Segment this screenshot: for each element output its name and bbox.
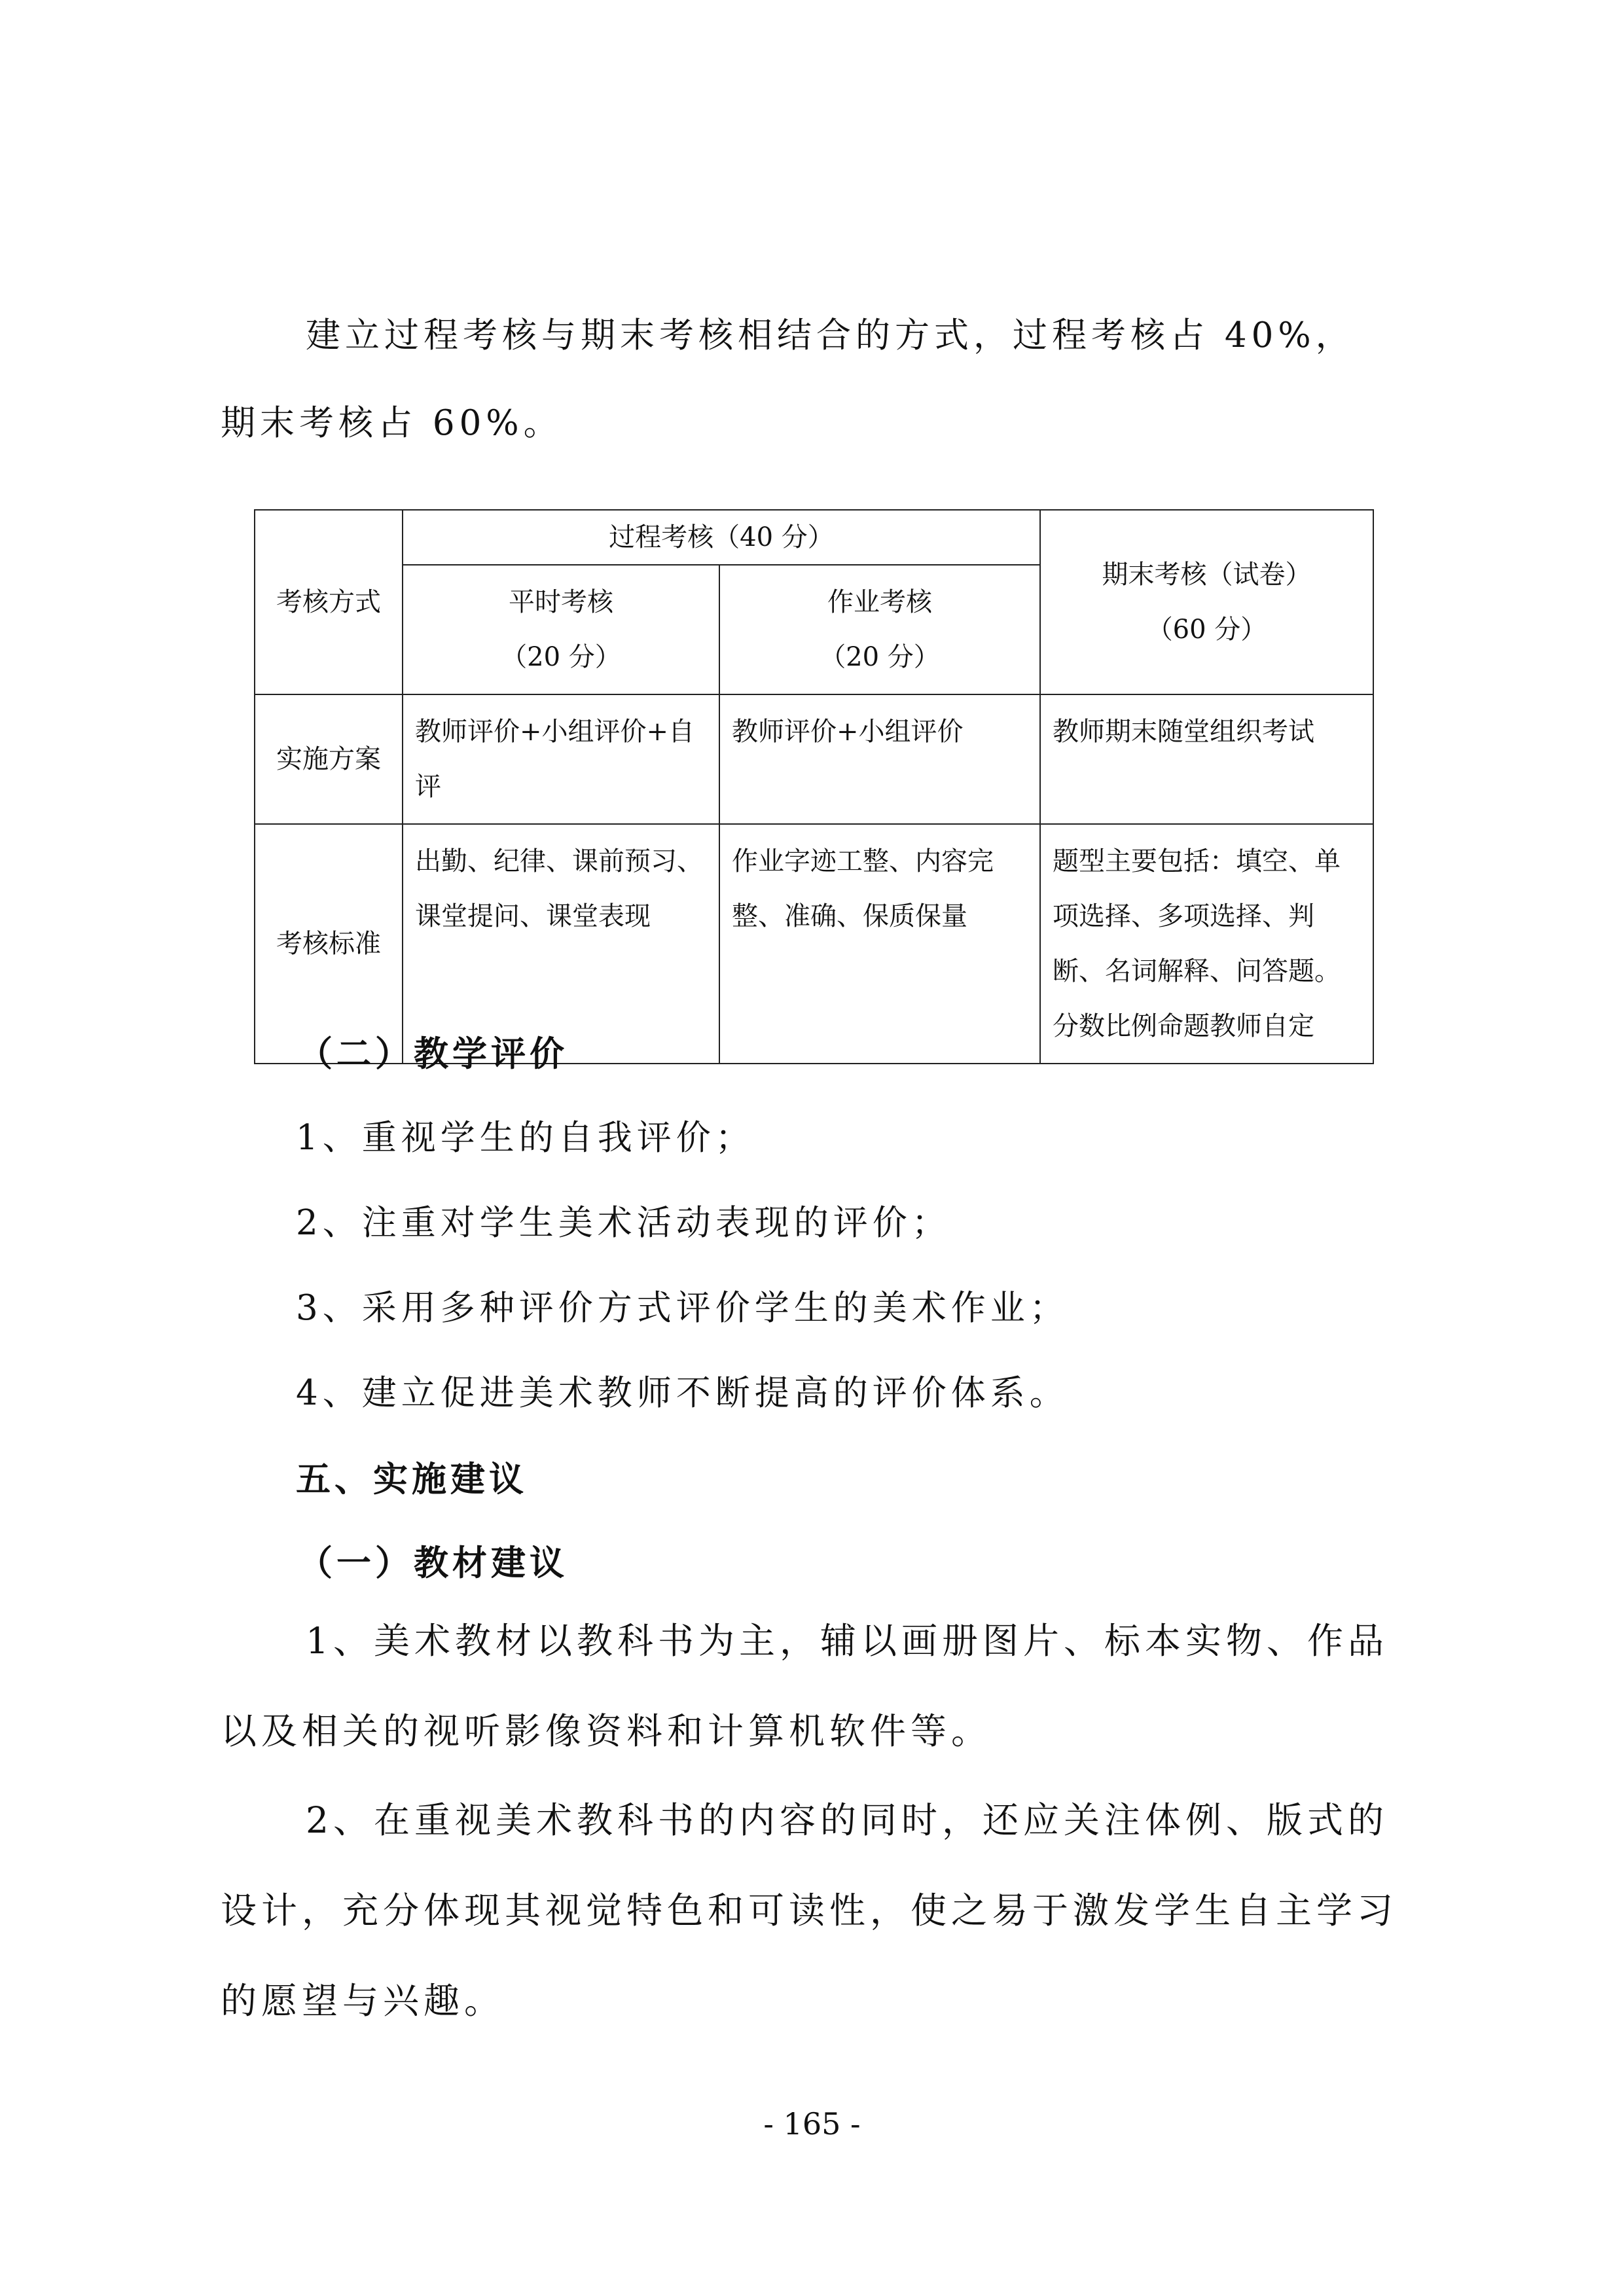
intro-line-1: 建立过程考核与期末考核相结合的方式，过程考核占 40%， <box>306 315 1355 355</box>
heading-textbook-suggestions: （一）教材建议 <box>298 1543 568 1583</box>
header-method: 考核方式 <box>255 510 403 694</box>
assessment-table <box>254 509 1374 1064</box>
eval-item-4: 4、建立促进美术教师不断提高的评价体系。 <box>296 1373 1069 1413</box>
intro-line-2: 期末考核占 60%。 <box>221 403 563 443</box>
page-number: - 165 - <box>763 2106 861 2142</box>
header-homework-score: （20 分） <box>820 642 940 672</box>
header-final-score: （60 分） <box>1146 615 1267 645</box>
eval-item-1: 1、重视学生的自我评价； <box>296 1118 755 1158</box>
header-daily <box>403 565 719 694</box>
table-row-plan <box>255 694 1373 824</box>
header-homework <box>719 565 1040 694</box>
header-daily-score: （20 分） <box>501 642 621 672</box>
header-daily-title: 平时考核 <box>509 587 613 617</box>
row-plan-label: 实施方案 <box>255 694 403 824</box>
heading-teaching-evaluation: （二）教学评价 <box>298 1034 568 1074</box>
textbook-paragraph-1: 1、美术教材以教科书为主，辅以画册图片、标本实物、作品以及相关的视听影像资料和计算机软件等。 <box>221 1620 1388 1752</box>
row-plan-homework: 教师评价+小组评价 <box>719 694 1040 824</box>
table-header-row-1 <box>255 510 1373 565</box>
row-std-final: 题型主要包括：填空、单项选择、多项选择、判断、名词解释、问答题。分数比例命题教师自定 <box>1040 824 1373 1064</box>
row-plan-daily: 教师评价+小组评价+自评 <box>403 694 719 824</box>
eval-item-3: 3、采用多种评价方式评价学生的美术作业； <box>296 1288 1069 1328</box>
row-std-daily: 出勤、纪律、课前预习、课堂提问、课堂表现 <box>403 824 719 1064</box>
textbook-paragraph-2: 2、在重视美术教科书的内容的同时，还应关注体例、版式的设计，充分体现其视觉特色和可读性，使之易于激发学生自主学习的愿望与兴趣。 <box>221 1799 1398 2022</box>
header-homework-title: 作业考核 <box>827 587 932 617</box>
row-plan-final: 教师期末随堂组织考试 <box>1040 694 1373 824</box>
eval-item-2: 2、注重对学生美术活动表现的评价； <box>296 1203 951 1243</box>
header-final-title: 期末考核（试卷） <box>1102 560 1312 590</box>
row-std-label: 考核标准 <box>255 824 403 1064</box>
header-final <box>1040 510 1373 694</box>
row-std-homework: 作业字迹工整、内容完整、准确、保质保量 <box>719 824 1040 1064</box>
heading-implementation: 五、实施建议 <box>296 1460 528 1499</box>
header-process: 过程考核（40 分） <box>403 510 1040 565</box>
